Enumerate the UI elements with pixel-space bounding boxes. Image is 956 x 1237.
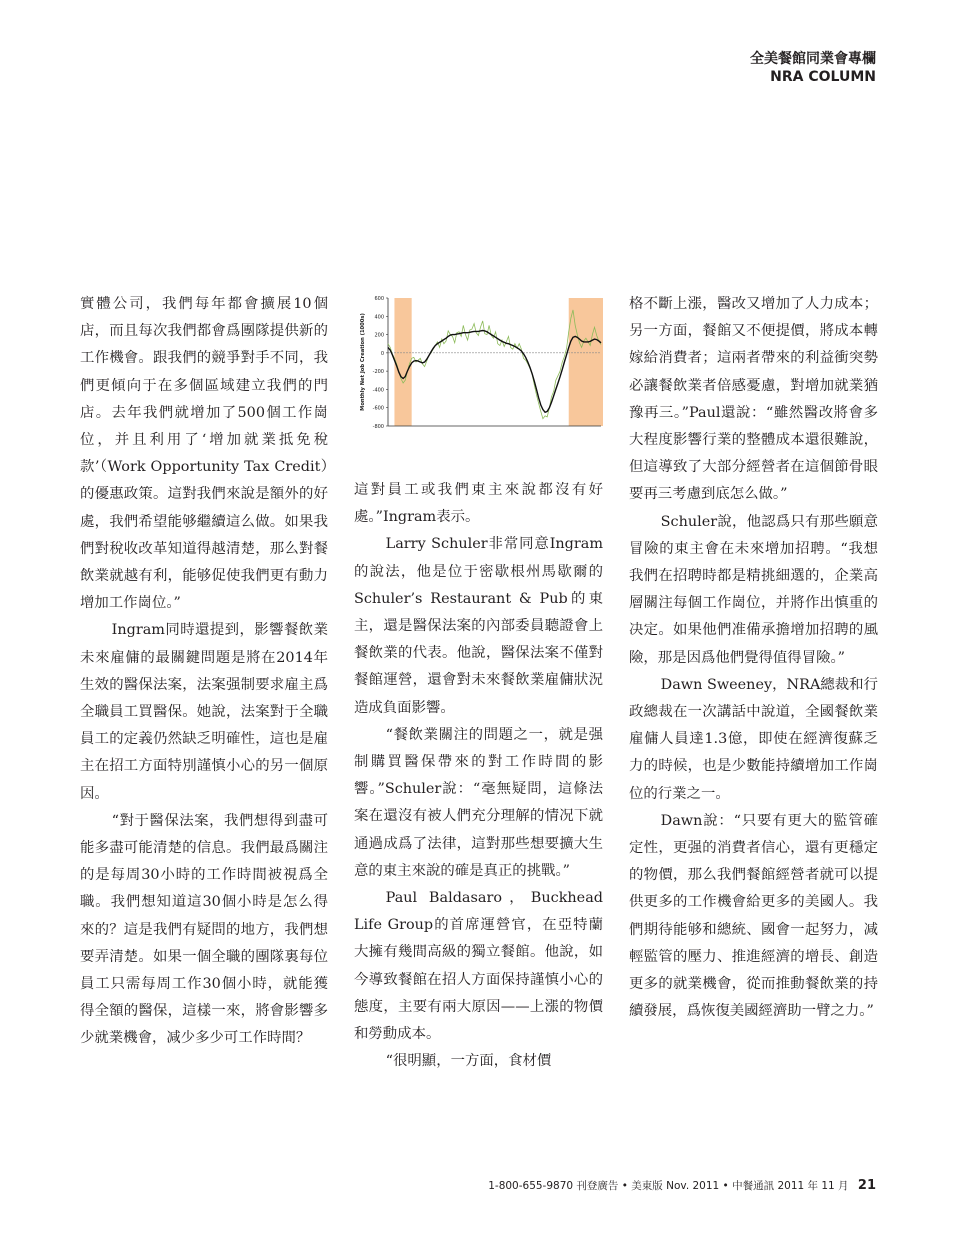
footer-phone: 1-800-655-9870 (488, 1180, 574, 1192)
y-tick-label: -800 (372, 424, 384, 430)
paragraph: Ingram同時還提到，影響餐飲業未來雇傭的最關鍵問題是將在2014年生效的醫保法案，法案强制要求雇主爲全職員工買醫保。她說，法案對于全職員工的定義仍然缺乏明確性，這也是雇主在招工方面特別謹慎小心的另一個原因。 (80, 622, 328, 802)
column-header (750, 50, 876, 86)
text-column-1 (80, 291, 328, 1053)
recession-band (394, 298, 411, 426)
y-tick-label: 400 (374, 314, 384, 321)
y-axis-label: Monthly Net Job Creation (1000s) (360, 313, 366, 411)
text-column-3 (629, 291, 878, 1025)
footer-magazine: 中餐通訊 (732, 1180, 775, 1192)
column-title-cn: 全美餐館同業會專欄 (750, 51, 876, 67)
paragraph: “餐飲業關注的問題之一，就是强制購買醫保帶來的對工作時間的影響。”Schuler說：“毫無疑問，這條法案在還沒有被人們充分理解的情况下就通過成爲了法律，這對那些想要擴大生意的東主來說的確是真正的挑戰。” (354, 726, 603, 879)
column-title-en: NRA COLUMN (770, 69, 876, 85)
text-column-2 (354, 477, 603, 1075)
footer-month: Nov. (666, 1180, 690, 1192)
paragraph: “很明顯，一方面，食材價 (385, 1053, 552, 1070)
y-tick-label: -600 (372, 405, 384, 412)
y-tick-label: 0 (380, 350, 384, 357)
y-tick-label: 600 (374, 296, 384, 302)
page-number: 21 (857, 1178, 876, 1193)
paragraph: Schuler說，他認爲只有那些願意冒險的東主會在未來增加招聘。“我想我們在招聘時都是精挑細選的，企業高層關注每個工作崗位，并將作出慎重的决定。如果他們准備承擔增加招聘的風險，那是因爲他們覺得值得冒險。” (629, 513, 878, 666)
footer-ad: 刊登廣告 • 美東版 (576, 1180, 663, 1192)
chart-svg (354, 292, 603, 468)
footer-year: 2011 • (692, 1180, 729, 1192)
page-footer (0, 1178, 876, 1193)
y-tick-label: -400 (372, 387, 384, 394)
job-creation-chart (354, 292, 603, 468)
paragraph: “對于醫保法案，我們想得到盡可能多盡可能清楚的信息。我們最爲關注的是每周30小時的工作時間被視爲全職。我們想知道這30個小時是怎么得來的？這是我們有疑問的地方，我們想要弄清楚。如果一個全職的團隊裏每位員工只需每周工作30個小時，就能獲得全額的醫保，這樣一來，將會影響多少就業機會，减少多少可工作時間？ (80, 812, 328, 1047)
footer-date: 2011 年 11 月 (777, 1180, 849, 1192)
paragraph: Dawn Sweeney，NRA總裁和行政總裁在一次講話中說道，全國餐飲業雇傭人員達1.3億，即使在經濟復蘇乏力的時候，也是少數能持續增加工作崗位的行業之一。 (629, 676, 878, 802)
paragraph: 這對員工或我們東主來說都沒有好處。”Ingram表示。 (354, 482, 603, 526)
y-tick-label: -200 (372, 369, 384, 376)
paragraph: Dawn說：“只要有更大的監管確定性，更强的消費者信心，還有更穩定的物價，那么我們餐館經營者就可以提供更多的工作機會給更多的美國人。我們期待能够和總統、國會一起努力，减輕監管的壓力、推進經濟的增長、創造更多的就業機會，從而推動餐飲業的持續發展，爲恢復美國經濟助一臂之力。” (629, 812, 878, 1020)
paragraph: Paul Baldasaro，Buckhead Life Group的首席運營官，在亞特蘭大擁有幾間高級的獨立餐館。他說，如今導致餐館在招人方面保持謹慎小心的態度，主要有兩大原因——上漲的物價和勞動成本。 (354, 890, 603, 1043)
paragraph: Larry Schuler非常同意Ingram的說法，他是位于密歇根州馬歇爾的Schuler’s Restaurant & Pub的東主，還是醫保法案的內部委員聽證會上餐飲業的代表。他說，醫保法案不僅對餐館運營，還會對未來餐飲業雇傭狀況造成負面影響。 (354, 536, 603, 716)
paragraph: 實體公司，我們每年都會擴展10個店，而且每次我們都會爲團隊提供新的工作機會。跟我們的競爭對手不同，我們更傾向于在多個區域建立我們的門店。去年我們就增加了500個工作崗位，并且利用了‘增加就業抵免稅款’（Work Opportunity Tax Credit）的優惠政策。這對我們來說是額外的好處，我們希望能够繼續這么做。如果我們對稅收改革知道得越清楚，那么對餐飲業就越有利，能够促使我們更有動力增加工作崗位。” (80, 296, 328, 612)
paragraph: 格不斷上漲，醫改又增加了人力成本；另一方面，餐館又不便提價，將成本轉嫁給消費者；這兩者帶來的利益衝突勢必讓餐飲業者倍感憂慮，對增加就業猶豫再三。”Paul還說：“雖然醫改將會多大程度影響行業的整體成本還很難說，但這導致了大部分經營者在這個節骨眼要再三考慮到底怎么做。” (629, 296, 878, 503)
y-tick-label: 200 (374, 332, 384, 339)
